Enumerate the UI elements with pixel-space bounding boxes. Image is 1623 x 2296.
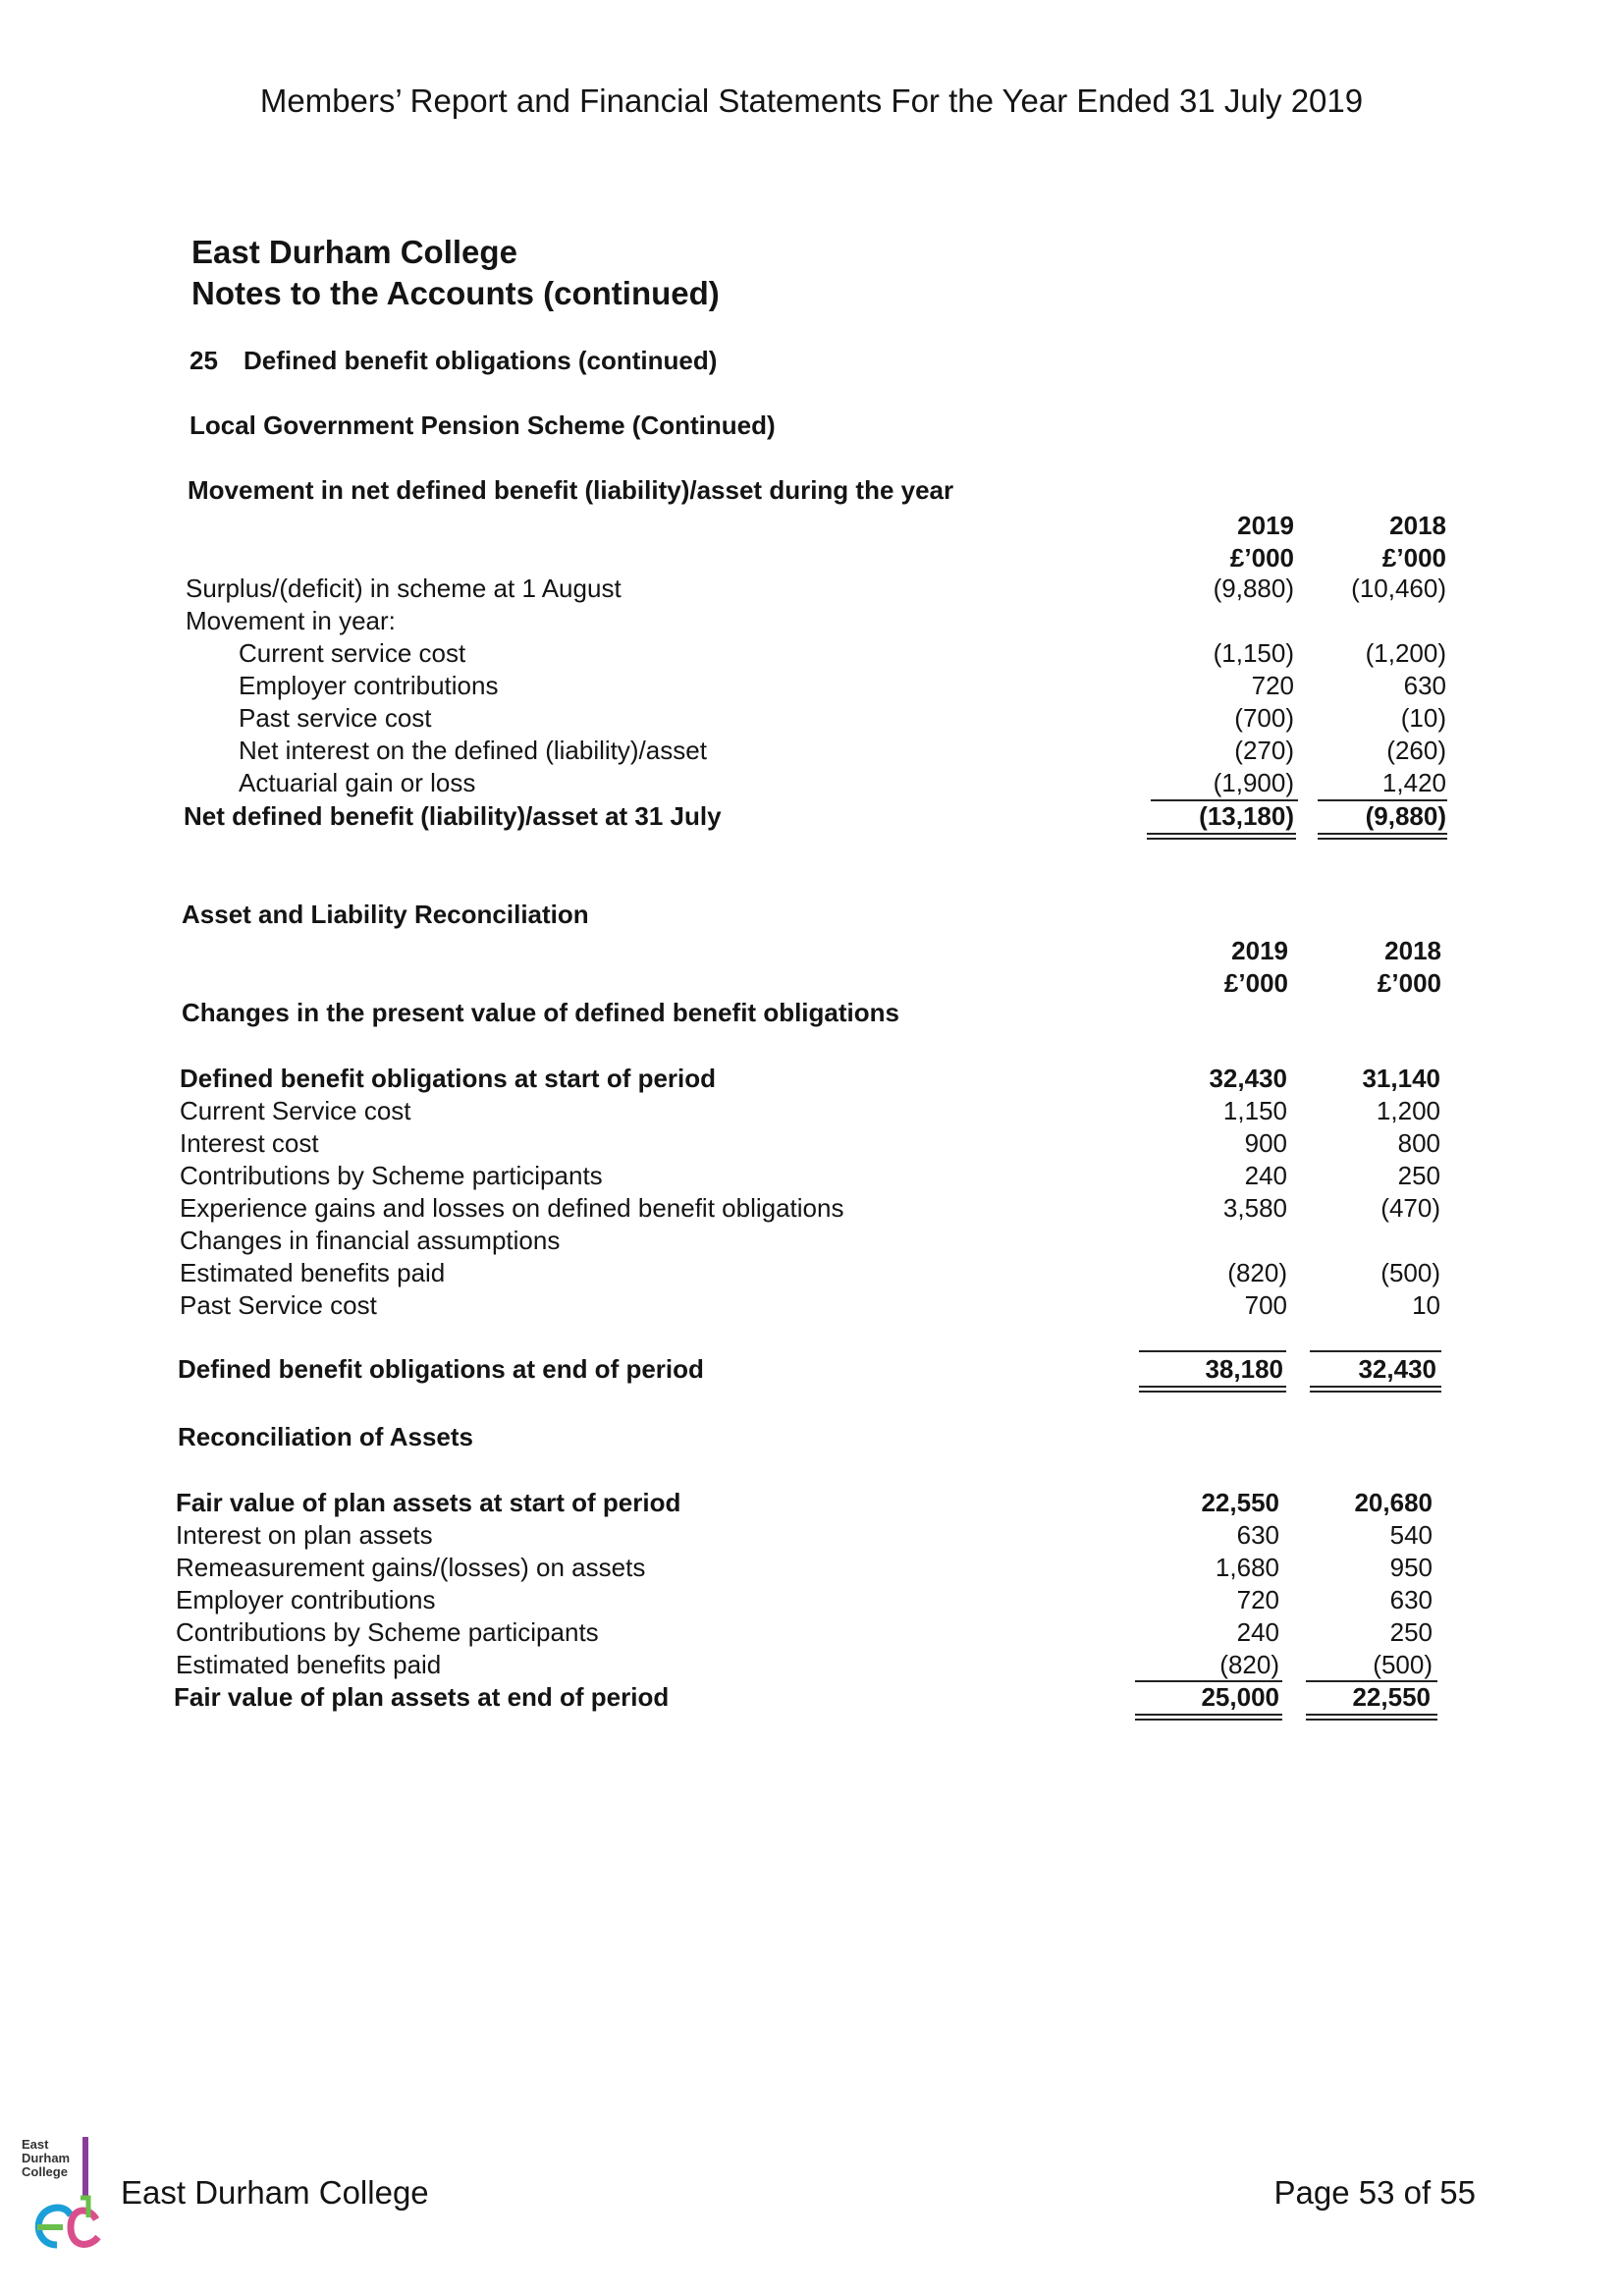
note-number: 25 [189, 346, 218, 375]
table-row [176, 1616, 1452, 1649]
table-row [239, 670, 1462, 702]
value-2018: (10,460) [1351, 574, 1446, 603]
recon-col-2018-unit: £’000 [1377, 968, 1441, 998]
table-row [176, 1519, 1452, 1552]
table-total-row [174, 1681, 1450, 1714]
value-2019: (13,180) [1199, 801, 1294, 831]
value-2019: (820) [1219, 1650, 1279, 1679]
value-2019: (270) [1234, 736, 1294, 765]
table-row [180, 1225, 1456, 1257]
value-2019: 25,000 [1201, 1682, 1279, 1712]
college-logo-icon [20, 2129, 110, 2267]
value-2019: 22,550 [1201, 1488, 1279, 1517]
row-label: Defined benefit obligations at start of period [180, 1064, 717, 1093]
page-number: Page 53 of 55 [1273, 2174, 1476, 2211]
logo-text-line-3: College [22, 2164, 68, 2179]
row-label: Past Service cost [180, 1290, 377, 1320]
table-row [176, 1584, 1452, 1616]
row-label: Changes in financial assumptions [180, 1226, 561, 1255]
value-2019: 900 [1244, 1128, 1287, 1158]
row-label: Current Service cost [180, 1096, 411, 1125]
value-2018: 800 [1397, 1128, 1440, 1158]
total-double-rule-2018 [1306, 1714, 1437, 1721]
table-row [186, 573, 1462, 605]
row-label: Experience gains and losses on defined benefit obligations [180, 1193, 844, 1223]
row-label: Estimated benefits paid [176, 1650, 442, 1679]
recon-col-2019-year: 2019 [1231, 936, 1288, 965]
value-2018: (9,880) [1365, 801, 1446, 831]
table-row [186, 605, 1462, 637]
reconciliation-heading: Asset and Liability Reconciliation [182, 900, 589, 929]
value-2019: 3,580 [1222, 1193, 1287, 1223]
value-2019: 1,150 [1222, 1096, 1287, 1125]
value-2019: (9,880) [1213, 574, 1294, 603]
value-2018: 630 [1403, 671, 1446, 700]
obligations-heading: Changes in the present value of defined benefit obligations [182, 998, 899, 1027]
value-2019: 720 [1251, 671, 1294, 700]
movement-col-2019-unit: £’000 [1229, 543, 1294, 573]
subtotal-rule-2018 [1310, 1350, 1441, 1352]
table-row [180, 1095, 1456, 1127]
assets-heading: Reconciliation of Assets [178, 1422, 473, 1451]
table-row [180, 1160, 1456, 1192]
row-label: Defined benefit obligations at end of period [178, 1354, 704, 1384]
value-2019: 240 [1244, 1161, 1287, 1190]
value-2018: 630 [1389, 1585, 1433, 1614]
value-2019: 38,180 [1205, 1354, 1283, 1384]
logo-text-line-2: Durham [22, 2151, 71, 2165]
value-2019: (820) [1227, 1258, 1287, 1287]
row-label: Net interest on the defined (liability)/asset [239, 736, 707, 765]
row-label: Employer contributions [176, 1585, 436, 1614]
value-2018: (260) [1386, 736, 1446, 765]
value-2019: (1,900) [1213, 768, 1294, 797]
value-2018: 540 [1389, 1520, 1433, 1550]
row-label: Estimated benefits paid [180, 1258, 446, 1287]
row-label: Movement in year: [186, 606, 396, 635]
row-label: Actuarial gain or loss [239, 768, 476, 797]
value-2018: 250 [1397, 1161, 1440, 1190]
logo-text-line-1: East [22, 2137, 49, 2152]
table-row [180, 1257, 1456, 1289]
value-2018: 32,430 [1358, 1354, 1436, 1384]
value-2018: 20,680 [1354, 1488, 1433, 1517]
row-label: Past service cost [239, 703, 432, 733]
table-row [180, 1063, 1456, 1095]
movement-col-2019-year: 2019 [1237, 511, 1294, 540]
total-double-rule-2019 [1135, 1714, 1282, 1721]
value-2019: (1,150) [1213, 638, 1294, 668]
value-2018: 250 [1389, 1617, 1433, 1647]
value-2019: 32,430 [1209, 1064, 1287, 1093]
value-2018: (1,200) [1365, 638, 1446, 668]
total-double-rule-2018 [1310, 1386, 1441, 1393]
movement-heading: Movement in net defined benefit (liability)/asset during the year [188, 475, 954, 505]
table-row [239, 637, 1462, 670]
value-2018: 31,140 [1362, 1064, 1440, 1093]
row-label: Interest on plan assets [176, 1520, 433, 1550]
row-label: Surplus/(deficit) in scheme at 1 August [186, 574, 622, 603]
row-label: Current service cost [239, 638, 466, 668]
value-2018: (500) [1373, 1650, 1433, 1679]
value-2019: 700 [1244, 1290, 1287, 1320]
value-2018: 1,420 [1381, 768, 1446, 797]
table-row [239, 735, 1462, 767]
value-2018: (10) [1400, 703, 1446, 733]
table-row [180, 1192, 1456, 1225]
college-name: East Durham College [191, 234, 517, 270]
footer-college-name: East Durham College [121, 2174, 429, 2211]
table-row [176, 1649, 1452, 1681]
recon-col-2019-unit: £’000 [1223, 968, 1288, 998]
value-2018: 22,550 [1352, 1682, 1431, 1712]
table-row [239, 767, 1462, 799]
table-row [180, 1289, 1456, 1322]
row-label: Fair value of plan assets at start of period [176, 1488, 681, 1517]
subtotal-rule-2019 [1139, 1350, 1286, 1352]
row-label: Employer contributions [239, 671, 499, 700]
table-row [239, 702, 1462, 735]
college-title [191, 232, 720, 314]
total-double-rule-2019 [1139, 1386, 1286, 1393]
row-label: Contributions by Scheme participants [176, 1617, 599, 1647]
value-2018: (500) [1380, 1258, 1440, 1287]
row-label: Net defined benefit (liability)/asset at 31 July [184, 801, 722, 831]
value-2019: 720 [1236, 1585, 1279, 1614]
note-title-text: Defined benefit obligations (continued) [243, 346, 718, 375]
value-2018: 950 [1389, 1553, 1433, 1582]
recon-col-2018-year: 2018 [1384, 936, 1441, 965]
value-2019: 240 [1236, 1617, 1279, 1647]
row-label: Fair value of plan assets at end of period [174, 1682, 670, 1712]
row-label: Interest cost [180, 1128, 319, 1158]
value-2019: 630 [1236, 1520, 1279, 1550]
page-header: Members’ Report and Financial Statements For the Year Ended 31 July 2019 [259, 82, 1364, 119]
movement-col-2018-unit: £’000 [1381, 543, 1446, 573]
table-row [180, 1127, 1456, 1160]
value-2019: (700) [1234, 703, 1294, 733]
value-2019: 1,680 [1215, 1553, 1279, 1582]
row-label: Contributions by Scheme participants [180, 1161, 603, 1190]
note-title [189, 346, 717, 376]
movement-col-2018-year: 2018 [1389, 511, 1446, 540]
value-2018: 10 [1412, 1290, 1440, 1320]
table-row [176, 1487, 1452, 1519]
total-double-rule-2019 [1147, 833, 1296, 840]
value-2018: (470) [1380, 1193, 1440, 1223]
total-double-rule-2018 [1318, 833, 1447, 840]
table-total-row [184, 800, 1462, 833]
scheme-heading: Local Government Pension Scheme (Continued) [189, 410, 776, 440]
table-row [176, 1552, 1452, 1584]
row-label: Remeasurement gains/(losses) on assets [176, 1553, 646, 1582]
notes-subtitle: Notes to the Accounts (continued) [191, 275, 720, 311]
table-total-row [178, 1353, 1454, 1386]
value-2018: 1,200 [1376, 1096, 1440, 1125]
